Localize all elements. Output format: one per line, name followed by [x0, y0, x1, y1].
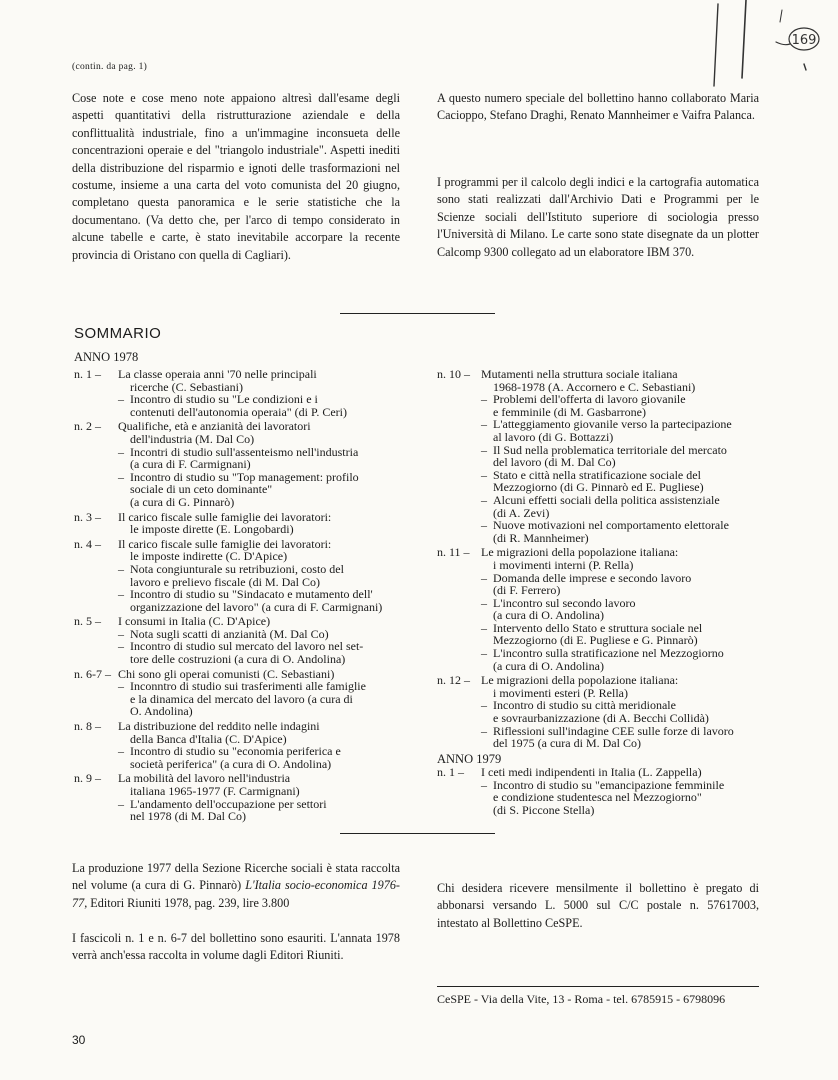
sub-dash: – [481, 417, 487, 432]
issue-sub-text: (di S. Piccone Stella) [493, 802, 595, 817]
issue-sub-line [481, 532, 767, 545]
anno-1978-label: ANNO 1978 [74, 350, 139, 364]
issue-sub-line [118, 705, 414, 718]
issue-sub-line [118, 810, 414, 823]
issue-sub-text: (di R. Mannheimer) [493, 530, 589, 545]
production-paragraph [72, 860, 400, 912]
issue-sub-text: contenuti dell'autonomia operaia" (di P. Ceri) [130, 404, 348, 419]
issue-body [118, 420, 414, 508]
sub-dash [481, 791, 493, 804]
issue-sub-line [481, 584, 767, 597]
anno-1979-label: ANNO 1979 [437, 752, 502, 766]
issue-sub-line [481, 804, 767, 817]
fascicoli-paragraph: I fascicoli n. 1 e n. 6-7 del bollettino sono esauriti. L'annata 1978 verrà anch'essa raccolta in volume dagli Editori Riuniti. [72, 931, 400, 963]
sub-dash [481, 584, 493, 597]
sub-dash [481, 804, 493, 817]
issue-sub-line [481, 791, 767, 804]
subscription-paragraph: Chi desidera ricevere mensilmente il bollettino è pregato di abbonarsi versando L. 5000 sul C/C postale n. 57617003, intestato al Bollettino CeSPE. [437, 881, 759, 930]
issue-sub-line [481, 609, 767, 622]
issue-sub-line [118, 406, 414, 419]
sub-dash [118, 653, 130, 666]
pen-stroke-3 [780, 10, 782, 22]
issue-sub-line [481, 494, 767, 507]
issue-sub-text: (di A. Zevi) [493, 505, 550, 520]
sub-dash [118, 483, 130, 496]
issue-sub-text: (a cura di G. Pinnarò) [130, 494, 235, 509]
sommario-left-column [74, 368, 414, 825]
sub-dash: – [481, 777, 487, 792]
sub-dash [481, 660, 493, 673]
pen-stroke-1 [714, 4, 718, 86]
issue-sub-text: Intervento dello Stato e struttura sociale nel [493, 620, 703, 635]
issue-number: n. 3 – [74, 509, 101, 524]
issue-sub-text: L'incontro sul secondo lavoro [493, 595, 636, 610]
issue-title-line: i movimenti interni (P. Rella) [493, 557, 634, 572]
sub-dash: – [118, 469, 124, 484]
issue-entry [74, 615, 414, 665]
pen-stroke-2 [742, 0, 746, 78]
issue-title-line: italiana 1965-1977 (F. Carmignani) [130, 784, 300, 798]
issue-number: n. 1 – [437, 765, 464, 779]
sub-dash: – [481, 518, 487, 533]
issue-sub-line [118, 680, 414, 693]
issue-sub-text: Domanda delle imprese e secondo lavoro [493, 570, 692, 585]
issue-title-line: La mobilità del lavoro nell'industria [118, 771, 291, 786]
continuation-note: (contin. da pag. 1) [72, 62, 148, 72]
issue-sub-text: e condizione studentesca nel Mezzogiorno" [493, 790, 702, 805]
divider-top [340, 313, 495, 314]
sub-dash: – [118, 796, 124, 811]
issue-sub-text: Alcuni effetti sociali della politica assistenziale [493, 492, 720, 507]
production-text-after: Editori Riuniti 1978, pag. 239, lire 3.800 [87, 895, 290, 910]
issue-sub-line [481, 456, 767, 469]
issue-sub-text: sociale di un ceto dominante" [130, 482, 273, 497]
issue-title-line: Il carico fiscale sulle famiglie dei lavoratori: [118, 509, 332, 524]
issue-body [481, 766, 767, 816]
issue-sub-text: Nota sugli scatti di anzianità (M. Dal Co) [130, 626, 329, 641]
issue-sub-line [118, 563, 414, 576]
issue-sub-text: (di F. Ferrero) [493, 583, 561, 598]
sub-dash: – [481, 620, 487, 635]
issue-sub-text: Incontro di studio sul mercato del lavoro nel set- [130, 639, 364, 654]
issue-sub-text: O. Andolina) [130, 704, 193, 719]
issue-sub-text: Incontro di studio su "Sindacato e mutamento dell' [130, 587, 373, 602]
production-book-title: L'Italia socio-economica 1976-77, [72, 878, 400, 910]
programs-paragraph: I programmi per il calcolo degli indici e la cartografia automatica sono stati realizzati dall'Archivio Dati e Programmi per le Scienze sociali dell'Istituto superiore di sociologia presso l'Università di Milano. Le carte sono state disegnate da un plotter Calcomp 9300 collegato ad un elaboratore IBM 370. [437, 175, 759, 259]
issue-sub-line [481, 660, 767, 673]
issue-number: n. 5 – [74, 614, 101, 629]
sub-dash: – [481, 467, 487, 482]
issue-sub-text: Incontri di studio sull'assenteismo nell'industria [130, 444, 359, 459]
issue-sub-text: Incontro di studio su "emancipazione femminile [493, 777, 725, 792]
sub-dash: – [118, 587, 124, 602]
issue-body [118, 368, 414, 418]
issue-title-line: I consumi in Italia (C. D'Apice) [118, 614, 271, 629]
sub-dash: – [118, 639, 124, 654]
issue-sub-text: del lavoro (di M. Dal Co) [493, 455, 616, 470]
issue-entry [74, 772, 414, 822]
issue-sub-text: L'andamento dell'occupazione per settori [130, 796, 327, 811]
issue-sub-line [481, 393, 767, 406]
issue-number: n. 11 – [437, 545, 470, 560]
issue-sub-text: del 1975 (a cura di M. Dal Co) [493, 736, 641, 751]
footer-rule [437, 986, 759, 987]
issue-entry [437, 368, 767, 544]
issue-sub-line [481, 647, 767, 660]
sub-dash [481, 431, 493, 444]
sub-dash [481, 456, 493, 469]
issue-sub-text: Riflessioni sull'indagine CEE sulle forze di lavoro [493, 723, 734, 738]
issue-number: n. 12 – [437, 673, 470, 688]
issue-entry [74, 668, 414, 718]
issue-sub-line [481, 431, 767, 444]
issue-sub-text: (a cura di O. Andolina) [493, 658, 604, 673]
sub-dash: – [118, 561, 124, 576]
issue-title-line: i movimenti esteri (P. Rella) [493, 685, 628, 700]
issue-title-line: 1968-1978 (A. Accornero e C. Sebastiani) [493, 379, 696, 394]
issue-title-line: della Banca d'Italia (C. D'Apice) [130, 731, 287, 746]
issue-entry [437, 674, 767, 750]
issue-sub-text: Nota congiunturale su retribuzioni, costo del [130, 561, 344, 576]
issue-title-line: Il carico fiscale sulle famiglie dei lavoratori: [118, 536, 332, 551]
issue-number: n. 10 – [437, 367, 470, 381]
issue-sub-line [118, 496, 414, 509]
issue-body [481, 674, 767, 750]
issue-entry [437, 546, 767, 672]
issue-body [118, 720, 414, 770]
collaborators-paragraph: A questo numero speciale del bollettino hanno collaborato Maria Cacioppo, Stefano Draghi, Renato Mannheimer e Vaifra Palanca. [437, 91, 759, 123]
production-text-before: La produzione 1977 della Sezione Ricerche sociali è stata raccolta nel volume (a cura di G. Pinnarò) [72, 861, 400, 893]
issue-sub-line [118, 393, 414, 406]
issue-sub-text: società periferica" (a cura di O. Andolina) [130, 756, 332, 771]
page-number: 30 [72, 1033, 86, 1047]
issue-number: n. 6-7 – [74, 666, 111, 681]
issue-sub-line [118, 601, 414, 614]
sub-dash: – [481, 392, 487, 407]
issue-entry [74, 511, 414, 536]
issue-sub-text: Problemi dell'offerta di lavoro giovanile [493, 392, 686, 407]
footer-address: CeSPE - Via della Vite, 13 - Roma - tel. 6785915 - 6798096 [437, 992, 726, 1006]
issue-sub-text: Incontro di studio su "Le condizioni e i [130, 392, 318, 407]
issue-title-line: Qualifiche, età e anzianità dei lavoratori [118, 419, 311, 434]
issue-title-line: La distribuzione del reddito nelle indagini [118, 719, 320, 734]
issue-entry [437, 766, 767, 816]
sub-dash [118, 496, 130, 509]
sub-dash: – [481, 646, 487, 661]
sub-dash [118, 705, 130, 718]
issue-sub-text: al lavoro (di G. Bottazzi) [493, 429, 614, 444]
issue-sub-text: organizzazione del lavoro" (a cura di F. Carmignani) [130, 599, 383, 614]
issue-title-line: Chi sono gli operai comunisti (C. Sebastiani) [118, 666, 335, 681]
sub-dash: – [481, 492, 487, 507]
sub-dash: – [118, 626, 124, 641]
issue-number: n. 1 – [74, 367, 101, 381]
issue-body [118, 511, 414, 536]
issue-sub-text: Il Sud nella problematica territoriale del mercato [493, 442, 727, 457]
intro-paragraph: Cose note e cose meno note appaiono altresì dall'esame degli aspetti quantitativi della ristrutturazione aziendale e della conflittualità industriale, fino a un'immagine inconsueta delle concentrazioni operaie e del "triangolo industriale". Aspetti inediti della distribuzione del risparmio e ignoti delle trasformazioni nel costume, insieme a una carta del voto comunista del 20 giugno, completano questa panoramica e le serie statistiche che la documentano. (Va detto che, per l'arco di tempo considerato in alcune tabelle e carte, è stato inevitabile accorpare la recente provincia di Oristano con quella di Cagliari). [72, 91, 400, 262]
issue-sub-text: Incontro di studio su città meridionale [493, 698, 676, 713]
sub-dash [118, 758, 130, 771]
issue-title-line: dell'industria (M. Dal Co) [130, 431, 255, 446]
sub-dash [118, 458, 130, 471]
issue-title-line: Mutamenti nella struttura sociale italiana [481, 367, 678, 381]
issue-sub-text: lavoro e prelievo fiscale (di M. Dal Co) [130, 574, 320, 589]
sub-dash: – [118, 744, 124, 759]
issue-title-line: La classe operaia anni '70 nelle principali [118, 367, 317, 381]
sub-dash [118, 693, 130, 706]
sub-dash [118, 810, 130, 823]
issue-sub-text: Incontro di studio su "Top management: profilo [130, 469, 359, 484]
issue-title-line: Le migrazioni della popolazione italiana: [481, 545, 679, 560]
issue-sub-text: (a cura di F. Carmignani) [130, 457, 251, 472]
issue-entry [74, 420, 414, 508]
sub-dash: – [481, 723, 487, 738]
pen-stroke-4 [776, 42, 790, 45]
sub-dash: – [481, 442, 487, 457]
sub-dash [118, 601, 130, 614]
issue-body [118, 772, 414, 822]
issue-title-line: le imposte indirette (C. D'Apice) [130, 549, 288, 564]
sub-dash [118, 406, 130, 419]
issue-number: n. 2 – [74, 419, 101, 434]
issue-sub-line [118, 588, 414, 601]
issue-sub-line [118, 458, 414, 471]
issue-title-line: Le migrazioni della popolazione italiana: [481, 673, 679, 688]
issue-sub-text: nel 1978 (di M. Dal Co) [130, 809, 246, 824]
sommario-1979-column [437, 766, 767, 818]
issue-entry [74, 720, 414, 770]
issue-body [118, 615, 414, 665]
sub-dash: – [481, 595, 487, 610]
divider-bottom [340, 833, 495, 834]
issue-title-line: ricerche (C. Sebastiani) [130, 379, 243, 394]
issue-body [118, 538, 414, 614]
sub-dash: – [118, 679, 124, 694]
sub-dash: – [118, 392, 124, 407]
sub-dash [481, 532, 493, 545]
issue-sub-text: L'atteggiamento giovanile verso la partecipazione [493, 417, 732, 432]
sub-dash [481, 737, 493, 750]
issue-sub-text: Nuove motivazioni nel comportamento elettorale [493, 518, 729, 533]
issue-sub-text: e sovraurbanizzazione (di A. Becchi Collidà) [493, 711, 709, 726]
issue-sub-line [118, 758, 414, 771]
issue-sub-line [118, 653, 414, 666]
issue-sub-line [481, 519, 767, 532]
issue-sub-text: L'incontro sulla stratificazione nel Mezzogiorno [493, 646, 724, 661]
issue-number: n. 9 – [74, 771, 101, 786]
issue-body [481, 546, 767, 672]
sub-dash: – [481, 698, 487, 713]
issue-body [118, 668, 414, 718]
issue-sub-text: Inconntro di studio sui trasferimenti alle famiglie [130, 679, 366, 694]
issue-title-line: I ceti medi indipendenti in Italia (L. Zappella) [481, 765, 702, 779]
issue-sub-text: Mezzogiorno (di G. Pinnarò ed E. Pugliese) [493, 480, 704, 495]
issue-sub-text: Mezzogiorno (di E. Pugliese e G. Pinnarò) [493, 633, 698, 648]
issue-sub-text: Incontro di studio su "economia periferica e [130, 744, 341, 759]
issue-title-line: le imposte dirette (E. Longobardi) [130, 522, 294, 537]
issue-sub-text: (a cura di O. Andolina) [493, 608, 604, 623]
sub-dash [481, 609, 493, 622]
sub-dash: – [118, 444, 124, 459]
pen-stroke-5 [804, 64, 806, 70]
sub-dash [481, 712, 493, 725]
issue-number: n. 4 – [74, 536, 101, 551]
issue-entry [74, 538, 414, 614]
sommario-title: SOMMARIO [74, 325, 162, 342]
handwritten-marks [700, 0, 838, 110]
issue-sub-text: e la dinamica del mercato del lavoro (a cura di [130, 691, 353, 706]
issue-sub-line [118, 745, 414, 758]
issue-sub-line [481, 737, 767, 750]
issue-entry [74, 368, 414, 418]
issue-sub-text: tore delle costruzioni (a cura di O. Andolina) [130, 652, 346, 667]
sommario-right-column [437, 368, 767, 752]
issue-sub-text: Stato e città nella stratificazione sociale del [493, 467, 701, 482]
issue-body [481, 368, 767, 544]
issue-sub-text: e femminile (di M. Gasbarrone) [493, 404, 646, 419]
issue-sub-line [481, 712, 767, 725]
issue-number: n. 8 – [74, 719, 101, 734]
circled-number: 169 [791, 33, 817, 48]
sub-dash: – [481, 570, 487, 585]
